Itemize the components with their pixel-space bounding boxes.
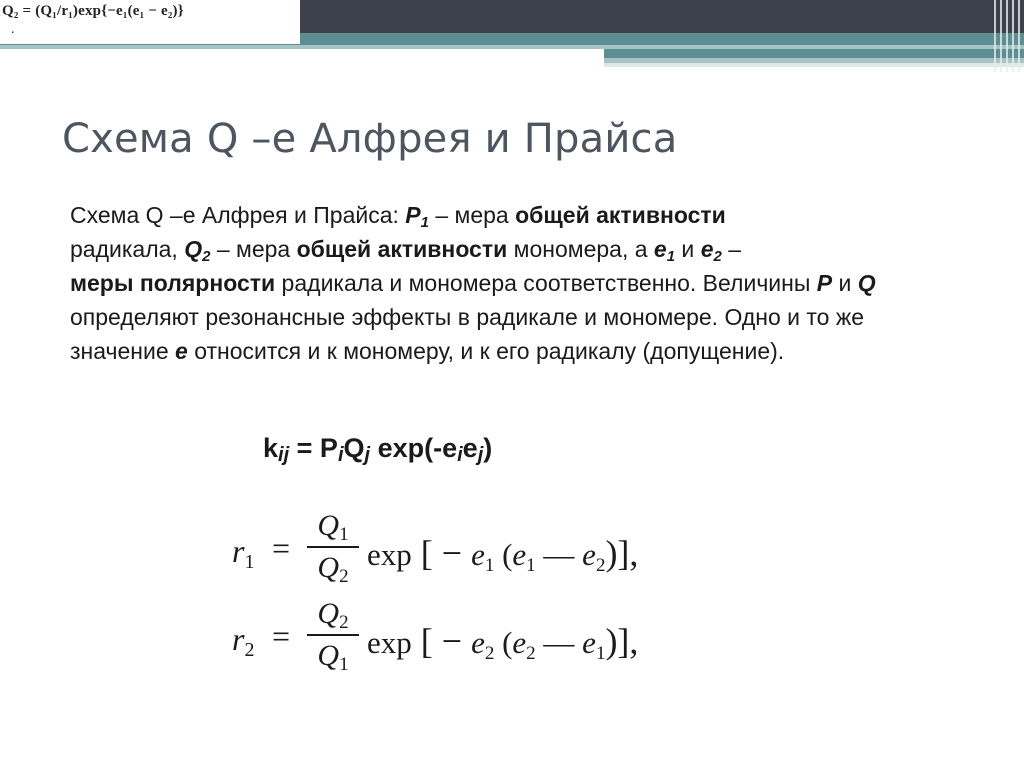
subscript: 2 (202, 248, 211, 265)
text-run: определяют резонансные эффекты в радикале и мономере. Одно и то же значение (70, 304, 865, 364)
minus-sign: — (535, 625, 583, 660)
text-run: и (675, 236, 701, 262)
formula-part: ) (483, 433, 493, 463)
header-formula-box (0, 0, 300, 44)
subscript: 1 (420, 214, 429, 231)
text-run: и (832, 270, 858, 296)
paren-open: ( (494, 625, 513, 660)
q-symbol: Q (317, 551, 340, 584)
subscript: 2 (713, 248, 722, 265)
minus-sign: — (535, 537, 583, 572)
symbol-p: P (405, 202, 421, 228)
text-run: Схема Q –е Алфрея и Прайса: (70, 202, 406, 228)
fraction-denominator (307, 550, 359, 586)
exp-label: exp (367, 625, 412, 660)
equals-sign: = (272, 530, 289, 566)
fraction-denominator (307, 638, 359, 674)
r2-lhs (232, 621, 254, 662)
slide-title: Схема Q –е Алфрея и Прайса (62, 116, 678, 162)
exp-label: exp (367, 537, 412, 572)
symbol-q: Q (184, 236, 203, 262)
e-subscript: 1 (526, 555, 536, 576)
q-subscript: 2 (339, 612, 349, 633)
r-subscript: 2 (244, 639, 255, 661)
formula-subscript: i (337, 444, 344, 466)
symbol-e2: e (700, 236, 714, 262)
header-formula-dot: . (11, 22, 15, 37)
text-run: – мера (428, 202, 516, 228)
equals-sign: = (272, 618, 289, 654)
fraction-bar (307, 634, 359, 636)
term-general-activity: общей активности (296, 236, 508, 262)
fraction-numerator (307, 508, 359, 544)
term-general-activity: общей активности (515, 202, 726, 228)
symbol-e1: e (653, 236, 667, 262)
q-subscript: 2 (339, 566, 349, 587)
formula-part: e (462, 433, 478, 463)
symbol-e: e (175, 338, 188, 364)
formula-subscript: i (457, 444, 463, 466)
r2-exponential (367, 620, 638, 665)
paren-open: ( (494, 537, 513, 572)
subscript: 1 (666, 248, 676, 265)
r-symbol: r (232, 533, 245, 569)
description-paragraph (70, 198, 960, 368)
r1-lhs (232, 533, 254, 574)
header-step-stripe-pale (604, 63, 1024, 67)
e-subscript: 2 (484, 643, 495, 664)
formula-part: = P (289, 433, 338, 463)
bracket-close: )], (605, 621, 639, 661)
term-polarity: меры полярности (70, 270, 276, 296)
e-symbol: e (582, 625, 596, 660)
text-run: мономера, а (507, 236, 654, 262)
r-subscript: 1 (244, 551, 255, 573)
text-run: радикала, (70, 236, 185, 262)
text-run: – (721, 236, 742, 262)
e-symbol: e (582, 537, 596, 572)
e-symbol: e (471, 625, 485, 660)
bracket-open: [ − (411, 533, 472, 573)
rate-constant-formula (263, 433, 492, 467)
text-run: радикала и мономера соответственно. Величины (275, 270, 817, 296)
fraction-numerator (307, 596, 359, 632)
e-subscript: 2 (526, 643, 536, 664)
q-subscript: 1 (339, 524, 349, 545)
text-run: относится и к мономеру, и к его радикалу (допущение). (187, 338, 785, 364)
r1-fraction (307, 508, 359, 586)
text-run: – мера (210, 236, 297, 262)
formula-part: k (263, 433, 279, 463)
formula-subscript: ij (278, 444, 290, 466)
q-subscript: 1 (339, 654, 349, 675)
e-symbol: e (512, 625, 527, 660)
fraction-bar (307, 546, 359, 548)
e-subscript: 1 (595, 643, 606, 664)
r-symbol: r (232, 621, 245, 657)
formula-part: Q (343, 433, 365, 463)
e-symbol: e (512, 537, 527, 572)
q-symbol: Q (317, 597, 340, 630)
e-symbol: e (471, 537, 485, 572)
symbol-q: Q (857, 270, 876, 296)
e-subscript: 1 (484, 555, 495, 576)
r2-fraction (307, 596, 359, 674)
formula-subscript: j (364, 444, 371, 466)
bracket-close: )], (605, 533, 639, 573)
q-symbol: Q (317, 639, 340, 672)
bracket-open: [ − (411, 621, 472, 661)
formula-subscript: j (477, 444, 484, 466)
q-symbol: Q (317, 509, 340, 542)
header-step-stripe (604, 49, 1024, 58)
symbol-p: P (816, 270, 833, 296)
header-line-pattern (994, 0, 1024, 72)
formula-part: exp(-e (370, 433, 458, 463)
r1-exponential (367, 532, 638, 577)
e-subscript: 2 (595, 555, 606, 576)
header-formula: Q₂ = (Q₁/r₁)exp{−e₁(e₁ − e₂)} (2, 3, 184, 19)
